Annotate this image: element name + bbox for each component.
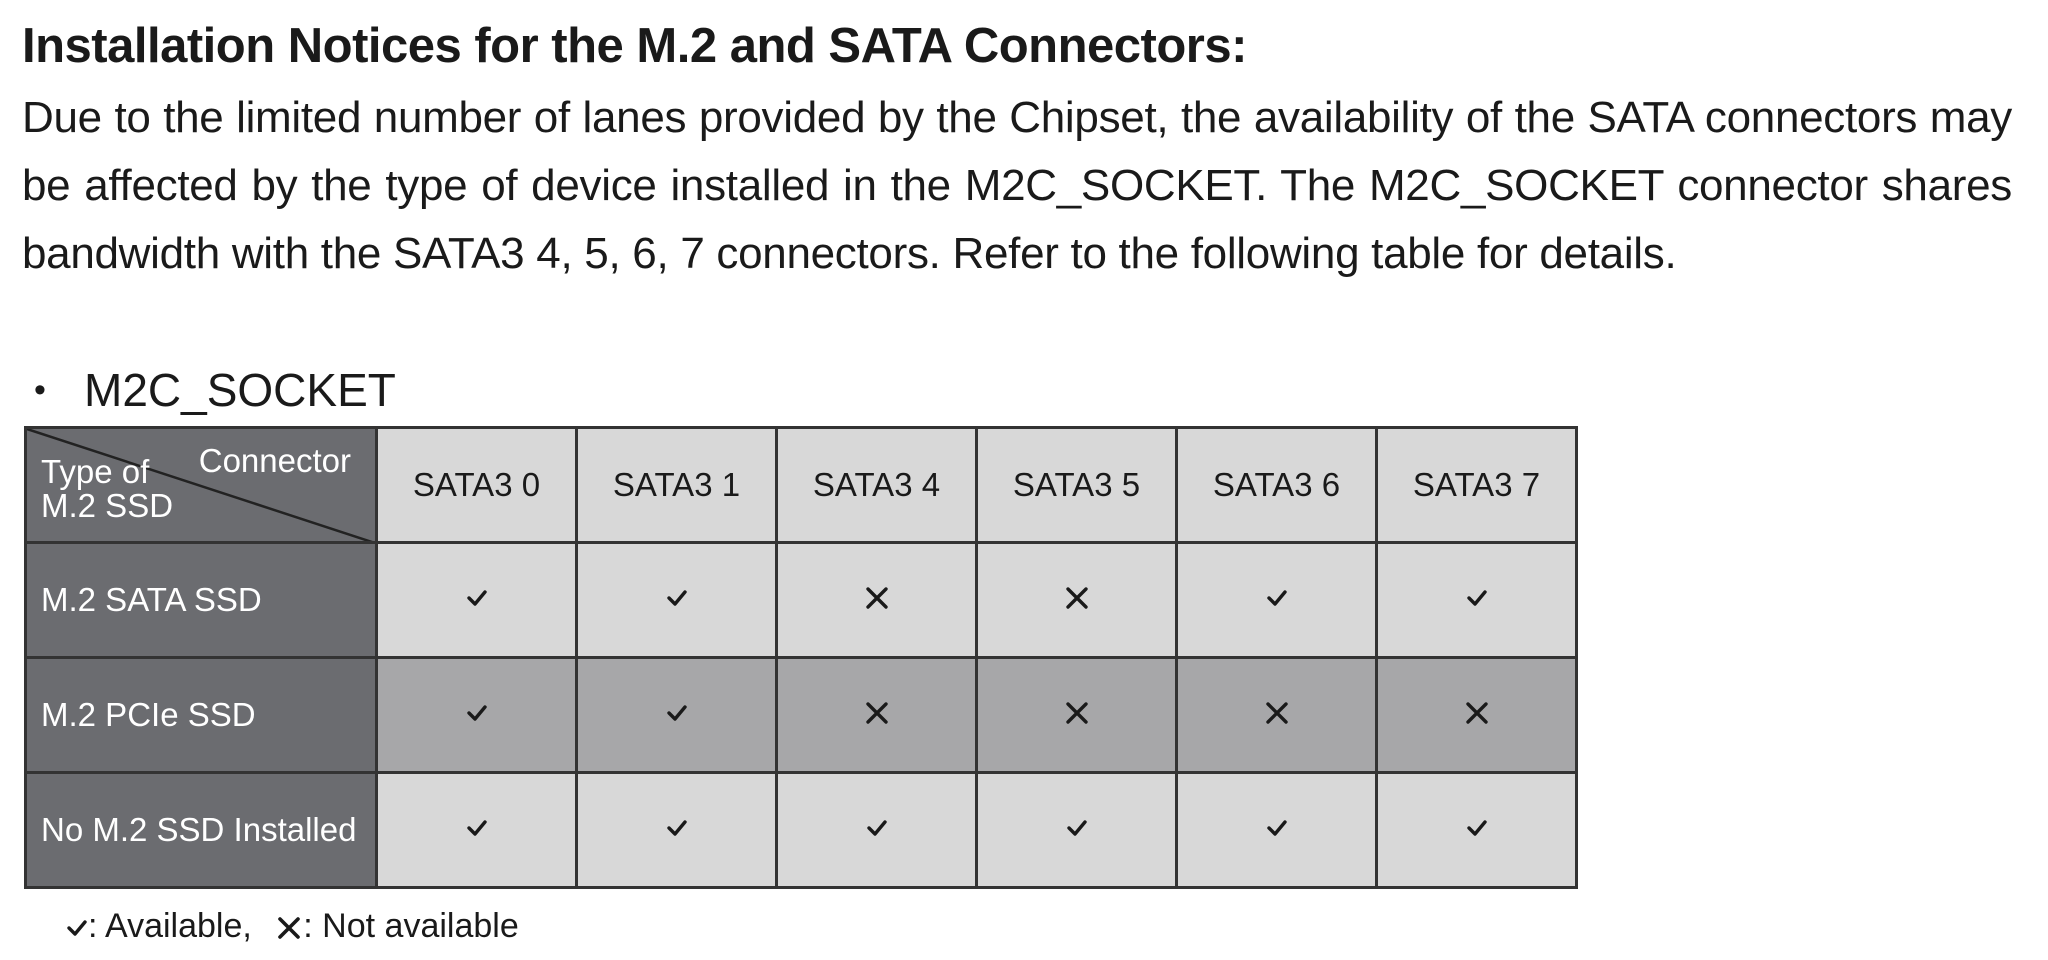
column-header: SATA3 6	[1177, 428, 1377, 543]
check-icon	[1266, 817, 1288, 844]
table-cell	[977, 543, 1177, 658]
cross-icon	[275, 904, 303, 948]
check-icon	[466, 702, 488, 729]
row-label: M.2 SATA SSD	[26, 543, 377, 658]
check-icon	[466, 817, 488, 844]
table-row	[26, 658, 1577, 773]
check-icon	[666, 587, 688, 614]
check-icon	[666, 702, 688, 729]
table-cell	[1177, 658, 1377, 773]
legend-not-available-label: : Not available	[303, 907, 519, 946]
table-cell	[777, 773, 977, 888]
table-header-row	[26, 428, 1577, 543]
socket-bullet	[34, 360, 396, 424]
check-icon	[1466, 817, 1488, 844]
table-body	[26, 543, 1577, 888]
check-icon	[1266, 587, 1288, 614]
legend	[66, 902, 519, 948]
check-icon	[666, 817, 688, 844]
table-cell	[1377, 773, 1577, 888]
section-heading: Installation Notices for the M.2 and SATA Connectors:	[22, 19, 1247, 73]
table-cell	[377, 773, 577, 888]
socket-label: M2C_SOCKET	[84, 364, 396, 416]
corner-header-cell	[26, 428, 377, 543]
corner-type-label: Type of M.2 SSD	[41, 453, 174, 524]
check-icon	[1466, 587, 1488, 614]
check-icon	[66, 904, 88, 948]
check-icon	[1066, 817, 1088, 844]
cross-icon	[1464, 700, 1490, 731]
corner-connector-label: Connector	[198, 442, 351, 479]
table-cell	[377, 543, 577, 658]
table-cell	[1377, 658, 1577, 773]
row-label: M.2 PCIe SSD	[26, 658, 377, 773]
legend-available-label: : Available,	[88, 907, 252, 946]
table-cell	[1177, 543, 1377, 658]
table-cell	[377, 658, 577, 773]
cross-icon	[864, 700, 890, 731]
cross-icon	[1064, 585, 1090, 616]
cross-icon	[1264, 700, 1290, 731]
table-cell	[577, 543, 777, 658]
column-header: SATA3 0	[377, 428, 577, 543]
table-cell	[777, 658, 977, 773]
bullet-icon: •	[34, 370, 46, 409]
column-header: SATA3 7	[1377, 428, 1577, 543]
table-row	[26, 543, 1577, 658]
table-cell	[977, 658, 1177, 773]
check-icon	[866, 817, 888, 844]
compatibility-table	[24, 426, 1578, 889]
table-cell	[577, 773, 777, 888]
table-cell	[977, 773, 1177, 888]
table-cell	[777, 543, 977, 658]
column-header: SATA3 1	[577, 428, 777, 543]
table-cell	[1177, 773, 1377, 888]
table-cell	[577, 658, 777, 773]
column-header: SATA3 4	[777, 428, 977, 543]
table-row	[26, 773, 1577, 888]
row-label: No M.2 SSD Installed	[26, 773, 377, 888]
intro-paragraph: Due to the limited number of lanes provided by the Chipset, the availability of the SATA connectors may be affected by the type of device installed in the M2C_SOCKET. The M2C_SOCKET connector shares bandwidth with the SATA3 4, 5, 6, 7 connectors. Refer to the following table for details.	[22, 93, 2012, 278]
cross-icon	[1064, 700, 1090, 731]
column-header: SATA3 5	[977, 428, 1177, 543]
check-icon	[466, 587, 488, 614]
cross-icon	[864, 585, 890, 616]
table-cell	[1377, 543, 1577, 658]
